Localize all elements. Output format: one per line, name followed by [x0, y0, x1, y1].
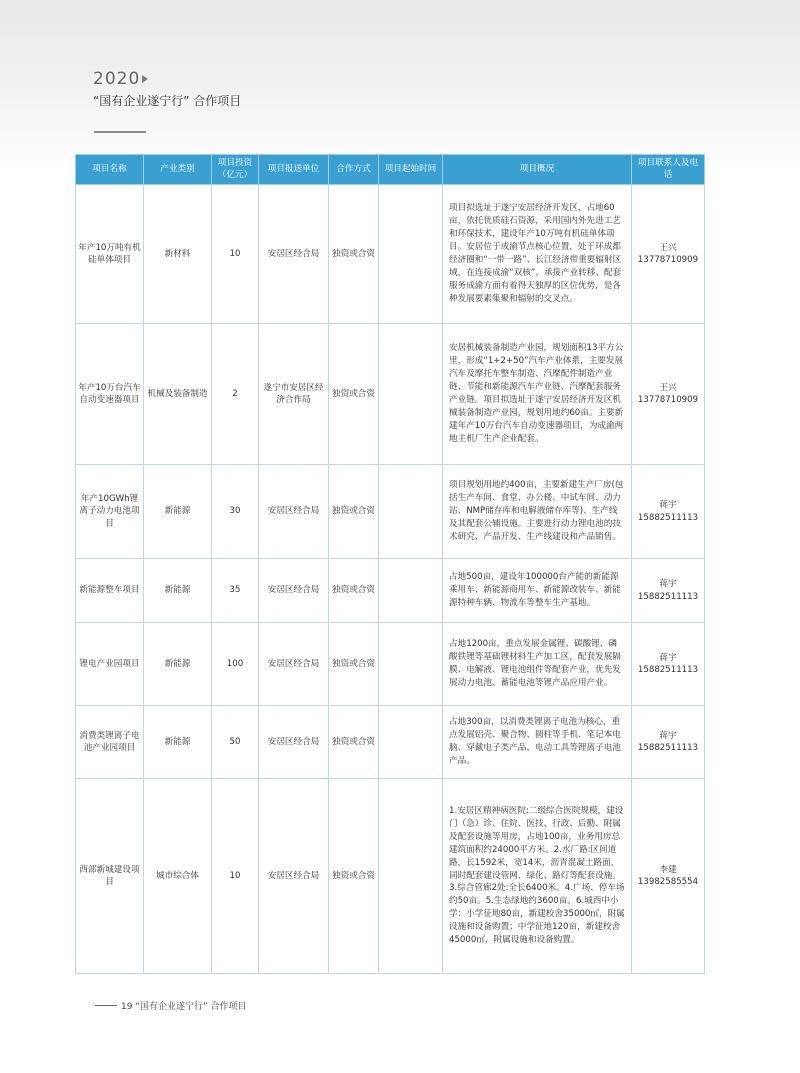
col-header-start: 项目起始时间 [379, 155, 443, 185]
cell-investment: 100 [212, 623, 259, 706]
cell-category: 机械及装备制造 [144, 324, 212, 465]
cell-investment: 10 [212, 185, 259, 324]
table-row [76, 779, 705, 974]
page-footer: 19 “国有企业遂宁行” 合作项目 [121, 1002, 247, 1012]
cell-overview: 安居机械装备制造产业园，规划面积13平方公里，形成“1+2+50”汽车产业体系，主要发展汽车及摩托车整车制造、汽摩配件制造产业链、节能和新能源汽车产业链、汽摩配套服务产业链。项目拟选址于遂宁安居经济开发区机械装备制造产业园，规划用地约60亩。主要新建年产10万台汽车自动变速器项目，为成渝两地主机厂生产企业配套。 [443, 324, 632, 465]
cell-start [379, 185, 443, 324]
cell-investment: 35 [212, 559, 259, 623]
table-row [76, 465, 705, 559]
col-header-category: 产业类别 [144, 155, 212, 185]
cell-unit: 安居区经合局 [259, 623, 329, 706]
cell-mode: 独资或合资 [329, 465, 379, 559]
cell-name: 新能源整车项目 [76, 559, 144, 623]
page-subtitle: “国有企业遂宁行” 合作项目 [93, 94, 242, 108]
cell-unit: 安居区经合局 [259, 185, 329, 324]
cell-name: 西部新城建设项目 [76, 779, 144, 974]
cell-category: 城市综合体 [144, 779, 212, 974]
col-header-mode: 合作方式 [329, 155, 379, 185]
arrow-right-icon [142, 75, 148, 83]
cell-name: 锂电产业园项目 [76, 623, 144, 706]
cell-unit: 安居区经合局 [259, 706, 329, 779]
cell-start [379, 706, 443, 779]
cell-unit: 安居区经合局 [259, 559, 329, 623]
cell-start [379, 559, 443, 623]
cell-name: 年产10GWh锂离子动力电池项目 [76, 465, 144, 559]
header-divider [94, 131, 146, 133]
cell-mode: 独资或合资 [329, 324, 379, 465]
cell-name: 年产10万台汽车自动变速器项目 [76, 324, 144, 465]
cell-mode: 独资或合资 [329, 559, 379, 623]
table-header-row [76, 155, 705, 185]
table-row [76, 706, 705, 779]
col-header-overview: 项目概况 [443, 155, 632, 185]
cell-contact: 蒋宇 15882511113 [632, 465, 705, 559]
project-table [75, 154, 705, 974]
cell-overview: 占地300亩，以消费类锂离子电池为核心，重点发展铝壳、聚合物、圆柱等手机、笔记本电脑、穿戴电子类产品、电动工具等锂离子电池产品。 [443, 706, 632, 779]
cell-contact: 蒋宇 15882511113 [632, 623, 705, 706]
cell-start [379, 623, 443, 706]
col-header-name: 项目名称 [76, 155, 144, 185]
cell-contact: 王兴 13778710909 [632, 324, 705, 465]
cell-unit: 遂宁市安居区经济合作局 [259, 324, 329, 465]
cell-contact: 李建 13982585554 [632, 779, 705, 974]
cell-overview: 占地500亩，建设年100000台产能的新能源乘用车、新能源商用车、新能源改装车、新能源特种车辆、物流车等整车生产基地。 [443, 559, 632, 623]
cell-investment: 10 [212, 779, 259, 974]
cell-contact: 蒋宇 15882511113 [632, 559, 705, 623]
year-label: 2020 [93, 69, 141, 89]
footer-rule [95, 1005, 117, 1006]
cell-investment: 2 [212, 324, 259, 465]
cell-overview: 占地1200亩，重点发展金属锂、碳酸锂、磷酸铁锂等基础锂材料生产加工区，配套发展隔膜、电解液、锂电池组件等配套产业，优先发展动力电池、蓄能电池等锂产品应用产业。 [443, 623, 632, 706]
cell-investment: 30 [212, 465, 259, 559]
cell-name: 消费类锂离子电池产业园项目 [76, 706, 144, 779]
cell-unit: 安居区经合局 [259, 779, 329, 974]
cell-mode: 独资或合资 [329, 623, 379, 706]
cell-unit: 安居区经合局 [259, 465, 329, 559]
cell-name: 年产10万吨有机硅单体项目 [76, 185, 144, 324]
table-row [76, 185, 705, 324]
col-header-investment: 项目投资（亿元） [212, 155, 259, 185]
cell-start [379, 324, 443, 465]
cell-overview: 1.安居区精神病医院:二级综合医院规模，建设门（急）诊、住院、医技、行政、后勤、附属及配套设施等用房，占地100亩，业务用房总建筑面积约24000平方米。2.水厂路:区间道路，长1592米，宽14米，沥青混凝土路面，同时配套建设管网、绿化、路灯等配套设施。3.综合管廊2处:全长6400米。4.广场、停车场约50亩。5.生态绿地约3600亩。6.城西中小学：小学征地80亩，新建校舍35000㎡，附属设施和设备购置；中学征地120亩，新建校舍45000㎡，附属设施和设备购置。 [443, 779, 632, 974]
table-row [76, 324, 705, 465]
cell-contact: 王兴 13778710909 [632, 185, 705, 324]
col-header-contact: 项目联系人及电话 [632, 155, 705, 185]
cell-category: 新材料 [144, 185, 212, 324]
cell-mode: 独资或合资 [329, 185, 379, 324]
cell-investment: 50 [212, 706, 259, 779]
cell-category: 新能源 [144, 559, 212, 623]
table-row [76, 623, 705, 706]
cell-category: 新能源 [144, 465, 212, 559]
cell-overview: 项目拟选址于遂宁安居经济开发区，占地60亩，依托优质硅石资源，采用国内外先进工艺和环保技术，建设年产10万吨有机硅单体项目。安居位于成渝节点核心位置，处于环成都经济圈和“一带一路”、长江经济带重要辐射区域，在连接成渝“双核”、承接产业转移、配套服务成渝方面有着得天独厚的区位优势，是各种发展要素集聚和辐射的交叉点。 [443, 185, 632, 324]
cell-mode: 独资或合资 [329, 706, 379, 779]
cell-mode: 独资或合资 [329, 779, 379, 974]
cell-start [379, 465, 443, 559]
cell-contact: 蒋宇 15882511113 [632, 706, 705, 779]
table-row [76, 559, 705, 623]
cell-start [379, 779, 443, 974]
cell-category: 新能源 [144, 706, 212, 779]
cell-overview: 项目规划用地约400亩，主要新建生产厂房(包括生产车间、食堂、办公楼、中试车间、动力站、NMP储存库和电解液储存库等)、生产线及其配套公辅设施。主要进行动力锂电池的技术研究、产品开发、生产线建设和产品销售。 [443, 465, 632, 559]
cell-category: 新能源 [144, 623, 212, 706]
col-header-unit: 项目报送单位 [259, 155, 329, 185]
